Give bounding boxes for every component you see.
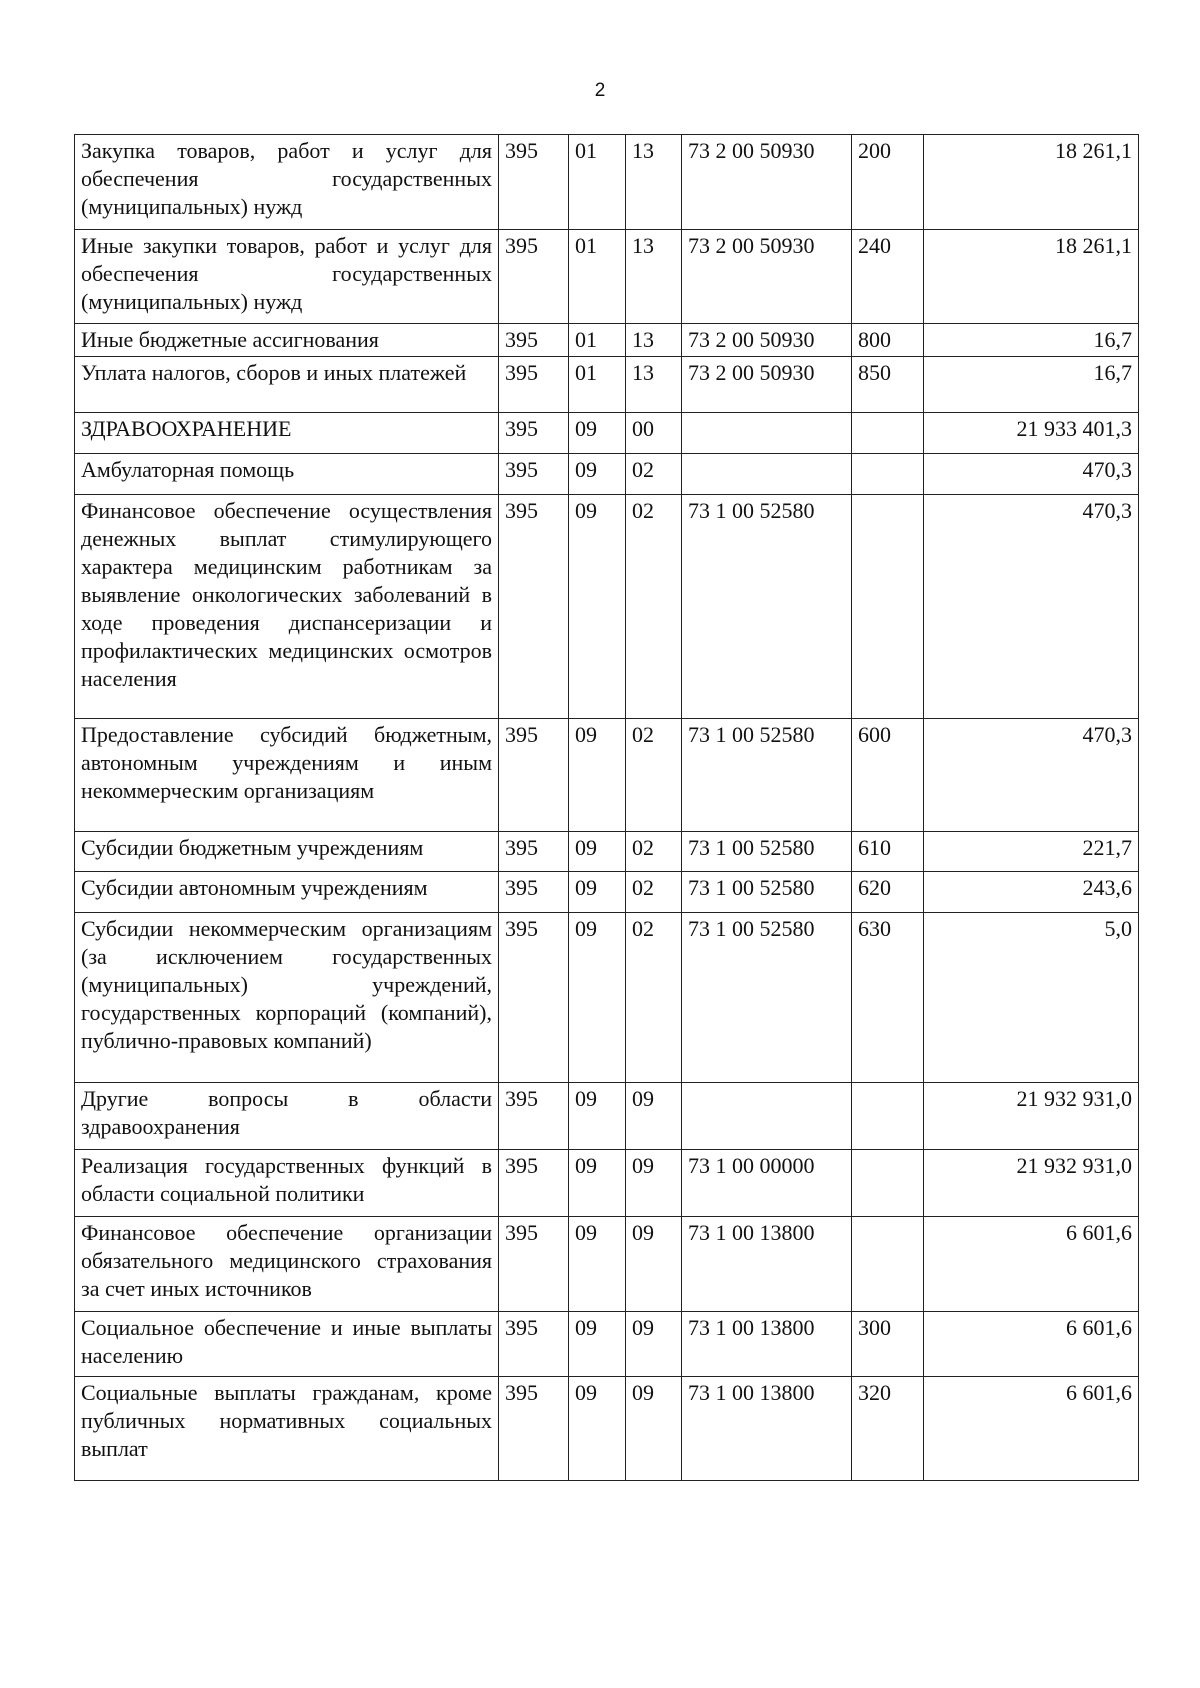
section-code-cell: 09 xyxy=(569,1083,626,1150)
target-article-cell: 73 2 00 50930 xyxy=(682,357,852,413)
amount-cell: 243,6 xyxy=(924,872,1139,913)
grbs-code-cell: 395 xyxy=(499,1217,569,1312)
table-row xyxy=(75,1217,1139,1312)
table-row xyxy=(75,913,1139,1083)
section-code-cell: 09 xyxy=(569,719,626,832)
expense-type-cell: 200 xyxy=(852,135,924,230)
expense-type-cell xyxy=(852,495,924,719)
item-name-cell: ЗДРАВООХРАНЕНИЕ xyxy=(75,413,499,454)
section-code-cell: 09 xyxy=(569,413,626,454)
item-name-cell: Субсидии бюджетным учреждениям xyxy=(75,832,499,872)
grbs-code-cell: 395 xyxy=(499,913,569,1083)
amount-cell: 16,7 xyxy=(924,357,1139,413)
table-row xyxy=(75,832,1139,872)
item-name-cell: Уплата налогов, сборов и иных платежей xyxy=(75,357,499,413)
expense-type-cell xyxy=(852,1217,924,1312)
amount-cell: 470,3 xyxy=(924,495,1139,719)
target-article-cell: 73 1 00 52580 xyxy=(682,872,852,913)
item-name-cell: Социальное обеспечение и иные выплаты населению xyxy=(75,1312,499,1377)
section-code-cell: 01 xyxy=(569,230,626,324)
target-article-cell xyxy=(682,454,852,495)
expense-type-cell xyxy=(852,413,924,454)
target-article-cell: 73 2 00 50930 xyxy=(682,230,852,324)
section-code-cell: 01 xyxy=(569,357,626,413)
section-code-cell: 09 xyxy=(569,832,626,872)
page-number: 2 xyxy=(594,80,606,101)
target-article-cell: 73 1 00 00000 xyxy=(682,1150,852,1217)
table-row xyxy=(75,230,1139,324)
table-row xyxy=(75,135,1139,230)
subsection-code-cell: 09 xyxy=(626,1312,682,1377)
expense-type-cell: 610 xyxy=(852,832,924,872)
target-article-cell: 73 2 00 50930 xyxy=(682,135,852,230)
expense-type-cell: 630 xyxy=(852,913,924,1083)
target-article-cell: 73 1 00 52580 xyxy=(682,719,852,832)
target-article-cell: 73 1 00 13800 xyxy=(682,1217,852,1312)
table-row xyxy=(75,454,1139,495)
amount-cell: 221,7 xyxy=(924,832,1139,872)
target-article-cell: 73 1 00 52580 xyxy=(682,832,852,872)
table-row xyxy=(75,1150,1139,1217)
subsection-code-cell: 02 xyxy=(626,913,682,1083)
target-article-cell xyxy=(682,1083,852,1150)
grbs-code-cell: 395 xyxy=(499,1377,569,1481)
section-code-cell: 09 xyxy=(569,1217,626,1312)
item-name-cell: Финансовое обеспечение осуществления денежных выплат стимулирующего характера медицинским работникам за выявление онкологических заболеваний в ходе проведения диспансеризации и профилактических медицинских осмотров населения xyxy=(75,495,499,719)
subsection-code-cell: 09 xyxy=(626,1083,682,1150)
item-name-cell: Субсидии автономным учреждениям xyxy=(75,872,499,913)
target-article-cell: 73 2 00 50930 xyxy=(682,324,852,357)
table-row xyxy=(75,1312,1139,1377)
grbs-code-cell: 395 xyxy=(499,230,569,324)
item-name-cell: Предоставление субсидий бюджетным, автономным учреждениям и иным некоммерческим организациям xyxy=(75,719,499,832)
amount-cell: 6 601,6 xyxy=(924,1377,1139,1481)
amount-cell: 6 601,6 xyxy=(924,1217,1139,1312)
subsection-code-cell: 09 xyxy=(626,1377,682,1481)
table-row xyxy=(75,719,1139,832)
amount-cell: 470,3 xyxy=(924,719,1139,832)
subsection-code-cell: 02 xyxy=(626,872,682,913)
target-article-cell: 73 1 00 52580 xyxy=(682,913,852,1083)
subsection-code-cell: 02 xyxy=(626,495,682,719)
grbs-code-cell: 395 xyxy=(499,719,569,832)
subsection-code-cell: 02 xyxy=(626,719,682,832)
subsection-code-cell: 00 xyxy=(626,413,682,454)
expense-type-cell: 850 xyxy=(852,357,924,413)
table-row xyxy=(75,324,1139,357)
item-name-cell: Социальные выплаты гражданам, кроме публичных нормативных социальных выплат xyxy=(75,1377,499,1481)
grbs-code-cell: 395 xyxy=(499,1150,569,1217)
grbs-code-cell: 395 xyxy=(499,454,569,495)
section-code-cell: 09 xyxy=(569,872,626,913)
section-code-cell: 09 xyxy=(569,913,626,1083)
section-code-cell: 09 xyxy=(569,1312,626,1377)
target-article-cell: 73 1 00 13800 xyxy=(682,1312,852,1377)
section-code-cell: 01 xyxy=(569,135,626,230)
table-row xyxy=(75,1083,1139,1150)
table-row xyxy=(75,1377,1139,1481)
amount-cell: 21 933 401,3 xyxy=(924,413,1139,454)
grbs-code-cell: 395 xyxy=(499,324,569,357)
subsection-code-cell: 09 xyxy=(626,1217,682,1312)
grbs-code-cell: 395 xyxy=(499,357,569,413)
target-article-cell xyxy=(682,413,852,454)
item-name-cell: Реализация государственных функций в области социальной политики xyxy=(75,1150,499,1217)
subsection-code-cell: 02 xyxy=(626,832,682,872)
expense-type-cell xyxy=(852,454,924,495)
table-row xyxy=(75,872,1139,913)
expense-type-cell xyxy=(852,1083,924,1150)
subsection-code-cell: 13 xyxy=(626,324,682,357)
expense-type-cell: 300 xyxy=(852,1312,924,1377)
grbs-code-cell: 395 xyxy=(499,872,569,913)
target-article-cell: 73 1 00 52580 xyxy=(682,495,852,719)
section-code-cell: 09 xyxy=(569,1377,626,1481)
section-code-cell: 09 xyxy=(569,1150,626,1217)
grbs-code-cell: 395 xyxy=(499,1312,569,1377)
item-name-cell: Амбулаторная помощь xyxy=(75,454,499,495)
subsection-code-cell: 13 xyxy=(626,230,682,324)
subsection-code-cell: 02 xyxy=(626,454,682,495)
amount-cell: 18 261,1 xyxy=(924,135,1139,230)
subsection-code-cell: 09 xyxy=(626,1150,682,1217)
section-code-cell: 09 xyxy=(569,454,626,495)
section-code-cell: 09 xyxy=(569,495,626,719)
amount-cell: 21 932 931,0 xyxy=(924,1150,1139,1217)
table-row xyxy=(75,413,1139,454)
amount-cell: 18 261,1 xyxy=(924,230,1139,324)
item-name-cell: Другие вопросы в области здравоохранения xyxy=(75,1083,499,1150)
amount-cell: 16,7 xyxy=(924,324,1139,357)
item-name-cell: Финансовое обеспечение организации обязательного медицинского страхования за счет иных источников xyxy=(75,1217,499,1312)
expense-type-cell: 800 xyxy=(852,324,924,357)
amount-cell: 470,3 xyxy=(924,454,1139,495)
expense-type-cell: 600 xyxy=(852,719,924,832)
item-name-cell: Иные бюджетные ассигнования xyxy=(75,324,499,357)
item-name-cell: Иные закупки товаров, работ и услуг для обеспечения государственных (муниципальных) нужд xyxy=(75,230,499,324)
expense-type-cell: 320 xyxy=(852,1377,924,1481)
expense-type-cell: 240 xyxy=(852,230,924,324)
amount-cell: 6 601,6 xyxy=(924,1312,1139,1377)
table-row xyxy=(75,495,1139,719)
subsection-code-cell: 13 xyxy=(626,135,682,230)
subsection-code-cell: 13 xyxy=(626,357,682,413)
target-article-cell: 73 1 00 13800 xyxy=(682,1377,852,1481)
item-name-cell: Субсидии некоммерческим организациям (за исключением государственных (муниципальных) учреждений, государственных корпораций (компаний), публично-правовых компаний) xyxy=(75,913,499,1083)
budget-table xyxy=(74,134,1139,1481)
section-code-cell: 01 xyxy=(569,324,626,357)
grbs-code-cell: 395 xyxy=(499,413,569,454)
grbs-code-cell: 395 xyxy=(499,495,569,719)
grbs-code-cell: 395 xyxy=(499,832,569,872)
table-row xyxy=(75,357,1139,413)
expense-type-cell: 620 xyxy=(852,872,924,913)
amount-cell: 21 932 931,0 xyxy=(924,1083,1139,1150)
amount-cell: 5,0 xyxy=(924,913,1139,1083)
grbs-code-cell: 395 xyxy=(499,1083,569,1150)
grbs-code-cell: 395 xyxy=(499,135,569,230)
expense-type-cell xyxy=(852,1150,924,1217)
item-name-cell: Закупка товаров, работ и услуг для обеспечения государственных (муниципальных) нужд xyxy=(75,135,499,230)
